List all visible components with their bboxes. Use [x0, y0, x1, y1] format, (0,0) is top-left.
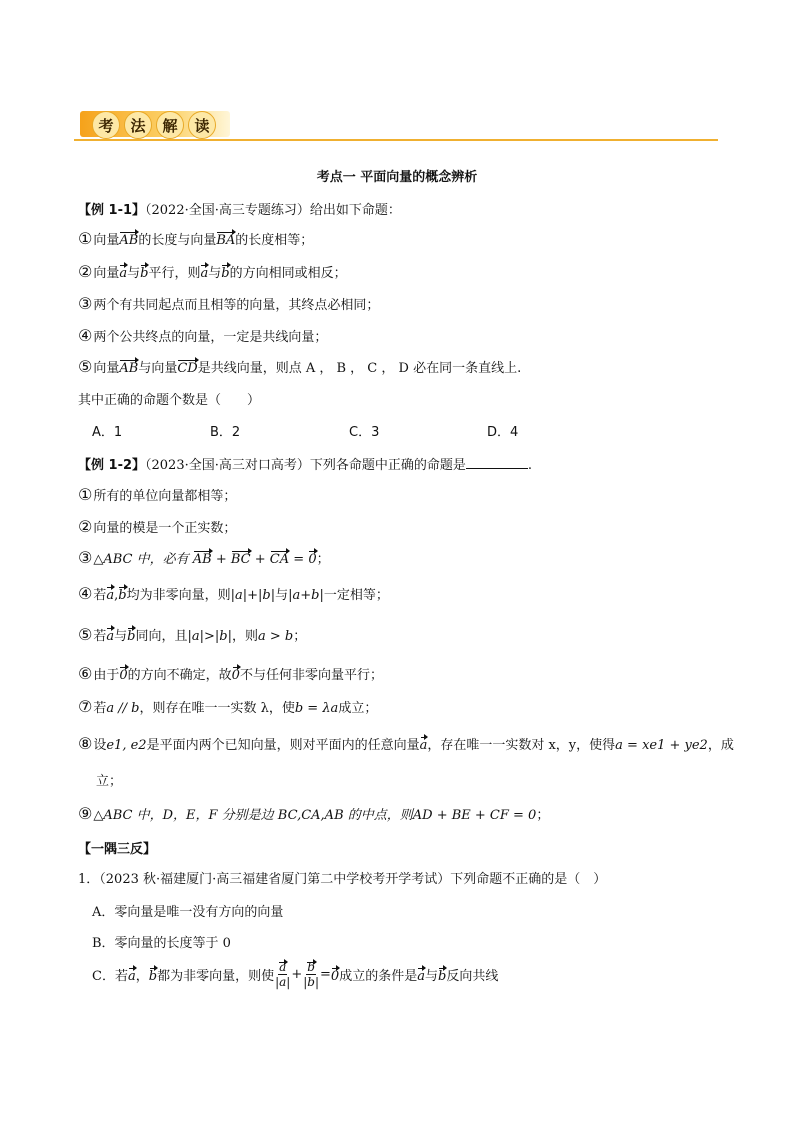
vector-symbol: a [106, 585, 114, 603]
item-text: 与 [275, 588, 289, 603]
vector-symbol: a [417, 966, 425, 984]
ex2-item-4: ④若a,b均为非零向量，则|a|+|b|与|a+b|一定相等； [78, 584, 389, 603]
vector-symbol: a [119, 263, 127, 281]
item-text: 反向共线 [446, 969, 499, 984]
item-number: ③ [78, 294, 93, 313]
item-text: 成立； [338, 701, 378, 716]
item-text: 向量 [93, 266, 120, 281]
item-text: 与 [424, 969, 438, 984]
vector-symbol: BA [216, 230, 235, 248]
item-text: 向量的模是一个正实数； [93, 521, 237, 536]
section-title: 考点一 平面向量的概念辨析 [316, 170, 478, 185]
item-number: ③ [78, 548, 93, 567]
item-text: 成立的条件是 [339, 969, 418, 984]
fraction-numerator: b [307, 960, 315, 974]
vector-symbol: CA [270, 549, 289, 567]
item-text: 由于 [93, 668, 120, 683]
math-expression: |a+b| [288, 588, 324, 603]
answer-blank [466, 456, 528, 469]
item-text: C．若 [92, 969, 128, 984]
item-text: 均为非零向量，则 [126, 588, 231, 603]
item-text: 不与任何非零向量平行； [239, 668, 383, 683]
item-text: 平行，则 [148, 266, 201, 281]
vector-symbol: 0 [232, 665, 240, 683]
item-text: 是共线向量，则点 A ， B ， C ， D 必在同一条直线上. [197, 361, 522, 376]
ex2-item-2 [78, 517, 236, 536]
example-source: （2022·全国·高三专题练习）给出如下命题： [145, 203, 401, 218]
vector-symbol: a [200, 263, 208, 281]
option-d: D．4 [487, 425, 519, 440]
example-1-1-header [78, 199, 401, 218]
math-expression: AD + BE + CF = 0 [412, 808, 537, 823]
item-text: 的方向相同或相反； [229, 266, 347, 281]
item-text: 两个公共终点的向量，一定是共线向量； [93, 330, 328, 345]
math-expression: b = λa [294, 701, 339, 716]
item-text: 同向，且 [135, 629, 188, 644]
ex1-item-4 [78, 326, 327, 345]
item-number: ① [78, 485, 93, 504]
item-text: △ABC 中，D，E，F 分别是边 BC,CA,AB 的中点，则 [93, 808, 413, 823]
vector-symbol: b [149, 966, 157, 984]
item-text: 与 [114, 629, 128, 644]
fraction-numerator: a [279, 960, 287, 974]
item-text: 若 [93, 588, 107, 603]
example-1-2-header [78, 454, 532, 473]
math-expression: a // b [106, 701, 140, 716]
math-expression: |a|+|b| [230, 588, 276, 603]
vector-symbol: 0 [331, 966, 339, 984]
section-banner [74, 105, 718, 145]
option-b: B．2 [210, 425, 241, 440]
vector-symbol: 0 [308, 549, 316, 567]
practice-header: 【一隅三反】 [78, 842, 157, 857]
item-text: 若 [93, 629, 107, 644]
item-text: 与向量 [138, 361, 178, 376]
item-number: ⑥ [78, 664, 93, 683]
item-number: ⑨ [78, 804, 93, 823]
banner-char: 法 [124, 111, 152, 139]
example-tag: 【例 1-1】 [78, 203, 146, 218]
vector-symbol: a [128, 966, 136, 984]
option-c: C．3 [349, 425, 380, 440]
vector-symbol: a [420, 735, 428, 753]
item-number: ① [78, 229, 93, 248]
ex2-item-3: ③△ABC 中，必有 AB + BC + CA = 0； [78, 548, 330, 567]
item-text: 一定相等； [323, 588, 389, 603]
vector-symbol: b [438, 966, 446, 984]
punctuation: ； [293, 629, 307, 644]
math-expression: a = xe1 + ye2 [615, 738, 708, 753]
vector-symbol: a [106, 626, 114, 644]
item-number: ⑤ [78, 357, 93, 376]
item-number: ⑧ [78, 734, 93, 753]
ex1-item-2 [78, 262, 347, 281]
ex2-item-6 [78, 664, 383, 683]
practice-option-a: A．零向量是唯一没有方向的向量 [92, 905, 284, 920]
item-text: 都为非零向量，则使 [157, 969, 275, 984]
math-expression: e1, e2 [106, 738, 147, 753]
vector-symbol: b [127, 626, 135, 644]
example-source: （2023·全国·高三对口高考）下列各命题中正确的命题是 [145, 458, 466, 473]
item-text: ，存在唯一一实数对 x，y，使得 [427, 738, 616, 753]
punctuation: ， [135, 969, 149, 984]
ex2-item-7 [78, 697, 377, 716]
item-text: ，则存在唯一一实数 λ，使 [139, 701, 295, 716]
item-text: ，则 [231, 629, 258, 644]
vector-symbol: b [118, 585, 126, 603]
vector-symbol: AB [193, 549, 212, 567]
item-text: 的长度相等； [235, 233, 314, 248]
ex2-item-1 [78, 485, 236, 504]
vector-symbol: b [140, 263, 148, 281]
example-tag: 【例 1-2】 [78, 458, 146, 473]
item-text: 向量 [93, 233, 120, 248]
item-number: ④ [78, 584, 93, 603]
fraction-b [303, 960, 319, 989]
item-number: ⑦ [78, 697, 93, 716]
item-number: ② [78, 517, 93, 536]
item-number: ② [78, 262, 93, 281]
item-text: 是平面内两个已知向量，则对平面内的任意向量 [146, 738, 420, 753]
item-text: 的长度与向量 [138, 233, 217, 248]
banner-char: 读 [188, 111, 216, 139]
banner-char: 考 [92, 111, 120, 139]
punctuation: ； [316, 552, 330, 567]
vector-symbol: BC [231, 549, 251, 567]
ex2-item-8 [78, 734, 734, 753]
ex1-item-5 [78, 357, 521, 376]
practice-option-b: B．零向量的长度等于 0 [92, 936, 231, 951]
item-text: 若 [93, 701, 107, 716]
vector-symbol: 0 [119, 665, 127, 683]
punctuation: ； [536, 808, 550, 823]
math-expression: a > b [257, 629, 294, 644]
vector-symbol: AB [119, 358, 138, 376]
ex1-item-3 [78, 294, 379, 313]
banner-underline [74, 139, 718, 141]
item-text: 所有的单位向量都相等； [93, 489, 237, 504]
fraction-denominator: |a| [275, 975, 291, 989]
ex2-item-5 [78, 625, 306, 644]
vector-symbol: CD [177, 358, 197, 376]
ex2-item-8-cont: 立； [96, 774, 123, 789]
item-text: 的方向不确定，故 [127, 668, 232, 683]
fraction-denominator: |b| [303, 975, 320, 989]
item-text: 设 [93, 738, 107, 753]
ex1-item-1 [78, 229, 313, 248]
item-text: ，成 [707, 738, 734, 753]
item-text: △ABC 中，必有 [93, 552, 189, 567]
practice-question-1: 1．（2023 秋·福建厦门·高三福建省厦门第二中学校考开学考试）下列命题不正确的是（ ） [78, 872, 607, 887]
practice-option-c: C．若 a ， b 都为非零向量，则使 $\frac{a}{|a|}$ + $\frac{b}{|b|}$ = 0 成立的条件是 a 与 b 反向共线 [92, 960, 499, 989]
vector-symbol: b [221, 263, 229, 281]
math-expression: |a|>|b| [187, 629, 232, 644]
item-number: ④ [78, 326, 93, 345]
fraction-a [275, 960, 290, 989]
punctuation: . [527, 458, 533, 473]
banner-char: 解 [156, 111, 184, 139]
item-text: 两个有共同起点而且相等的向量，其终点必相同； [93, 298, 380, 313]
ex2-item-9 [78, 804, 549, 823]
item-text: 与 [208, 266, 222, 281]
item-text: 向量 [93, 361, 120, 376]
ex1-question: 其中正确的命题个数是（ ） [78, 393, 261, 408]
item-text: 与 [127, 266, 141, 281]
option-a: A．1 [92, 425, 123, 440]
item-number: ⑤ [78, 625, 93, 644]
vector-symbol: AB [119, 230, 138, 248]
